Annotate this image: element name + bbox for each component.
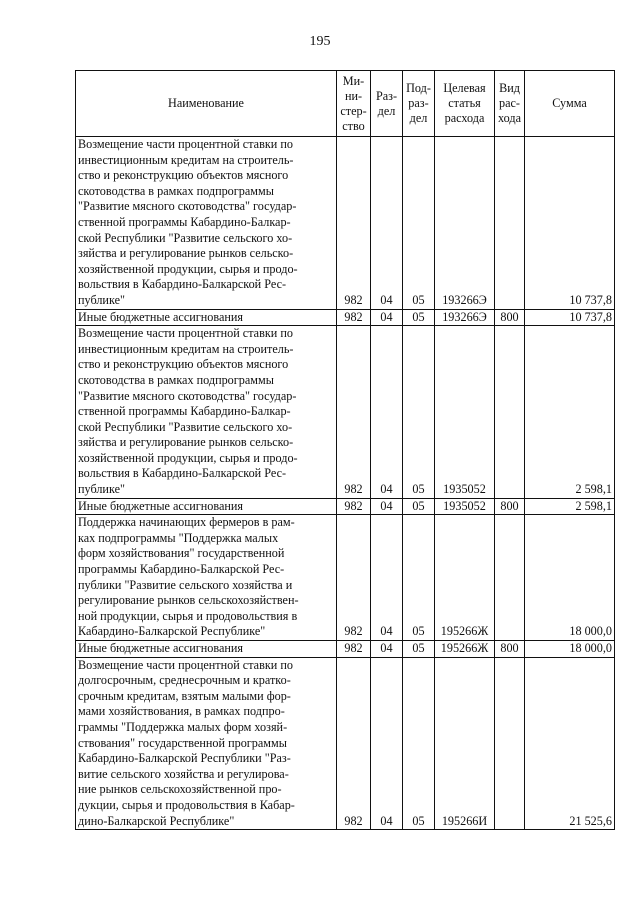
row-amount: 10 737,8 [525,137,615,310]
table-row [76,498,615,515]
row-target: 195266Ж [435,641,495,658]
row-ministry: 982 [337,498,371,515]
row-target: 1935052 [435,326,495,499]
row-amount: 10 737,8 [525,309,615,326]
row-ministry: 982 [337,309,371,326]
header-subsection: Под- раз- дел [403,71,435,137]
row-amount: 21 525,6 [525,657,615,830]
row-name: Возмещение части процентной ставки по инвестиционным кредитам на строитель- ство и реконструкцию объектов мясного скотоводства в рамках подпрограммы "Развитие мясного скотоводства" государ- ственной программы Кабардино-Балкар- ской Республики "Развитие сельского хо- зяйства и регулирование рынков сельско- хозяйственной продукции, сырья и продо- вольствия в Кабардино-Балкарской Рес- публике" [76,326,337,499]
row-expense-type: 800 [495,641,525,658]
row-amount: 2 598,1 [525,326,615,499]
row-subsection: 05 [403,326,435,499]
row-target: 193266Э [435,137,495,310]
row-section: 04 [371,657,403,830]
row-target: 1935052 [435,498,495,515]
row-name: Иные бюджетные ассигнования [76,641,337,658]
header-expense-type: Вид рас- хода [495,71,525,137]
header-section: Раз- дел [371,71,403,137]
header-ministry: Ми- ни- стер- ство [337,71,371,137]
page-number: 195 [309,34,331,49]
row-name: Возмещение части процентной ставки по инвестиционным кредитам на строитель- ство и реконструкцию объектов мясного скотоводства в рамках подпрограммы "Развитие мясного скотоводства" государ- ственной программы Кабардино-Балкар- ской Республики "Развитие сельского хо- зяйства и регулирование рынков сельско- хозяйственной продукции, сырья и продо- вольствия в Кабардино-Балкарской Рес- публике" [76,137,337,310]
row-expense-type [495,515,525,641]
row-target: 195266И [435,657,495,830]
row-section: 04 [371,515,403,641]
row-expense-type [495,657,525,830]
row-ministry: 982 [337,657,371,830]
row-ministry: 982 [337,641,371,658]
row-ministry: 982 [337,326,371,499]
header-amount: Сумма [525,71,615,137]
row-subsection: 05 [403,641,435,658]
table-row [76,326,615,499]
row-target: 195266Ж [435,515,495,641]
table-row [76,137,615,310]
row-subsection: 05 [403,498,435,515]
header-name: Наименование [76,71,337,137]
row-section: 04 [371,326,403,499]
row-expense-type [495,137,525,310]
row-target: 193266Э [435,309,495,326]
row-name: Иные бюджетные ассигнования [76,498,337,515]
row-name: Иные бюджетные ассигнования [76,309,337,326]
row-amount: 2 598,1 [525,498,615,515]
row-section: 04 [371,641,403,658]
row-subsection: 05 [403,657,435,830]
row-ministry: 982 [337,137,371,310]
row-name: Возмещение части процентной ставки по долгосрочным, среднесрочным и кратко- срочным кредитам, взятым малыми фор- мами хозяйствования, в рамках подпро- граммы "Поддержка малых форм хозяй- ствования" государственной программы Кабардино-Балкарской Республики "Раз- витие сельского хозяйства и регулирова- ние рынков сельскохозяйственной про- дукции, сырья и продовольствия в Кабар- дино-Балкарской Республике" [76,657,337,830]
row-section: 04 [371,498,403,515]
row-section: 04 [371,137,403,310]
row-expense-type [495,326,525,499]
row-expense-type: 800 [495,498,525,515]
row-amount: 18 000,0 [525,515,615,641]
table-row [76,641,615,658]
header-row [76,71,615,137]
row-subsection: 05 [403,309,435,326]
table-row [76,657,615,830]
row-amount: 18 000,0 [525,641,615,658]
row-subsection: 05 [403,515,435,641]
row-expense-type: 800 [495,309,525,326]
row-ministry: 982 [337,515,371,641]
row-name: Поддержка начинающих фермеров в рам- ках подпрограммы "Поддержка малых форм хозяйствования" государственной программы Кабардино-Балкарской Рес- публики "Развитие сельского хозяйства и регулирование рынков сельскохозяйствен- ной продукции, сырья и продовольствия в Кабардино-Балкарской Республике" [76,515,337,641]
table-row [76,515,615,641]
row-section: 04 [371,309,403,326]
budget-table [75,70,615,830]
table-row [76,309,615,326]
header-target: Целевая статья расхода [435,71,495,137]
row-subsection: 05 [403,137,435,310]
